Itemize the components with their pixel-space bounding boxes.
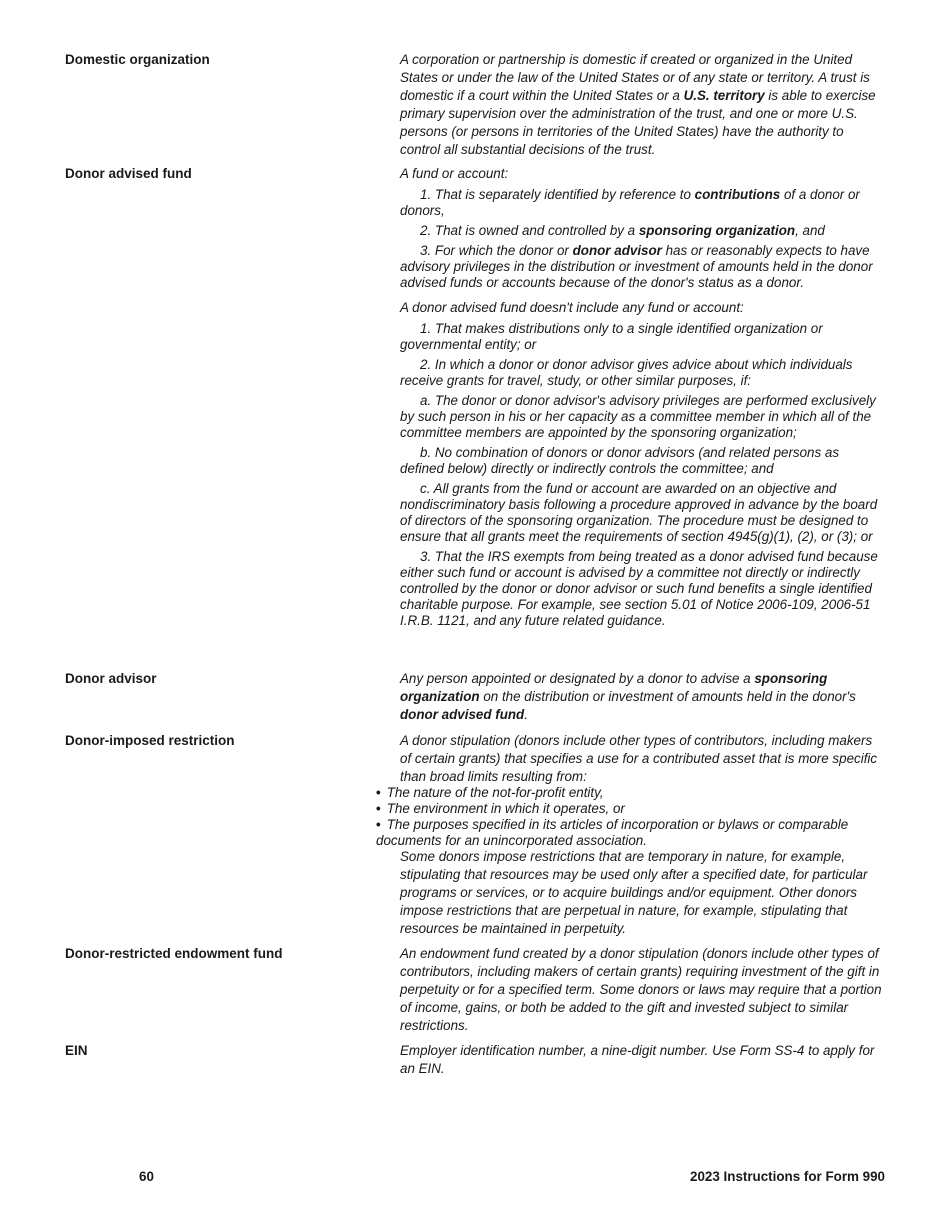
term-ein: EIN <box>65 1043 88 1058</box>
document-title: 2023 Instructions for Form 990 <box>690 1169 885 1184</box>
list-item: c. All grants from the fund or account are awarded on an objective and nondiscriminatory basis following a procedure approved in advance by the board of directors of the sponsoring organization. The procedure must be designed to ensure that all grants meet the requirements of section 4945(g)(1), (2), or (3); or <box>400 481 878 544</box>
list-item: 3. That the IRS exempts from being treated as a donor advised fund because either such fund or account is advised by a committee not directly or indirectly controlled by the donor or donor advisor or such fund benefits a single identified charitable purpose. For example, see section 5.01 of Notice 2006-109, 2006-51 I.R.B. 1121, and any future related guidance. <box>400 549 878 628</box>
definition-donor-advised-fund <box>400 165 886 629</box>
definition-outro: Some donors impose restrictions that are temporary in nature, for example, stipulating that resources may be used only after a specified date, for particular programs or services, or to acquire buildings and/or equipment. Other donors impose restrictions that are perpetual in nature, for example, stipulating that resources be maintained in perpetuity. <box>400 849 868 936</box>
term-donor-restricted-endowment-fund: Donor-restricted endowment fund <box>65 946 283 961</box>
inclusion-list <box>400 187 886 291</box>
bullet-item: • The nature of the not-for-profit entity, <box>376 785 604 800</box>
bullet-icon: • <box>376 785 381 800</box>
definition-ein: Employer identification number, a nine-digit number. Use Form SS-4 to apply for an EIN. <box>400 1043 875 1076</box>
list-item: 1. That is separately identified by reference to contributions of a donor or donors, <box>400 187 860 218</box>
bullet-item: • The purposes specified in its articles of incorporation or bylaws or comparable documents for an unincorporated association. <box>376 817 849 848</box>
definition-intro: A donor stipulation (donors include other types of contributors, including makers of certain grants) that specifies a use for a contributed asset that is more specific than broad limits resulting from: <box>400 733 878 784</box>
term-reference-contributions: contributions <box>694 187 781 202</box>
page-number: 60 <box>139 1169 154 1184</box>
bullet-item: • The environment in which it operates, or <box>376 801 625 816</box>
definition-intro: A fund or account: <box>400 166 509 181</box>
term-reference-sponsoring-organization: sponsoring organization <box>400 671 828 704</box>
definition-domestic-organization <box>400 51 886 159</box>
list-item: 1. That makes distributions only to a single identified organization or governmental entity; or <box>400 321 823 352</box>
term-donor-advisor: Donor advisor <box>65 671 157 686</box>
bullet-icon: • <box>376 817 381 832</box>
term-donor-advised-fund: Donor advised fund <box>65 166 192 181</box>
list-item: 2. In which a donor or donor advisor gives advice about which individuals receive grants for travel, study, or other similar purposes, if: <box>400 357 853 388</box>
list-item: 3. For which the donor or donor advisor has or reasonably expects to have advisory privileges in the distribution or investment of amounts held in the donor advised funds or accounts because of the donor's status as a donor. <box>400 243 873 290</box>
definition-donor-restricted-endowment-fund: An endowment fund created by a donor stipulation (donors include other types of contributors, including makers of certain grants) requiring investment of the gift in perpetuity or for a specified term. Some donors or laws may require that a portion of income, gains, or both be added to the gift and invested subject to similar restrictions. <box>400 946 882 1033</box>
bullet-list <box>376 785 886 849</box>
definition-text: is able to exercise primary supervision over the administration of the trust, and one or more U.S. persons (or persons in territories of the United States) have the authority to control all substantial decisions of the trust. <box>400 88 876 157</box>
term-domestic-organization: Domestic organization <box>65 52 210 67</box>
term-donor-imposed-restriction: Donor-imposed restriction <box>65 733 235 748</box>
exclusion-list <box>400 321 886 629</box>
list-item: 2. That is owned and controlled by a sponsoring organization, and <box>420 223 825 238</box>
bullet-icon: • <box>376 801 381 816</box>
term-reference-sponsoring-organization: sponsoring organization <box>638 223 796 238</box>
term-reference-us-territory: U.S. territory <box>683 88 765 103</box>
list-item: b. No combination of donors or donor advisors (and related persons as defined below) directly or indirectly controls the committee; and <box>400 445 840 476</box>
exclusion-intro: A donor advised fund doesn't include any fund or account: <box>400 300 744 315</box>
definition-text: A corporation or partnership is domestic if created or organized in the United States or under the law of the United States or of any state or territory. A trust is domestic if a court within the United States or a <box>400 52 870 103</box>
list-item: a. The donor or donor advisor's advisory privileges are performed exclusively by such person in his or her capacity as a committee member in which all of the committee members are appointed by the sponsoring organization; <box>400 393 876 440</box>
term-reference-donor-advised-fund: donor advised fund <box>400 707 525 722</box>
definition-donor-advisor: Any person appointed or designated by a donor to advise a sponsoring organization on the distribution or investment of amounts held in the donor's donor advised fund. <box>400 671 856 722</box>
term-reference-donor-advisor: donor advisor <box>572 243 662 258</box>
